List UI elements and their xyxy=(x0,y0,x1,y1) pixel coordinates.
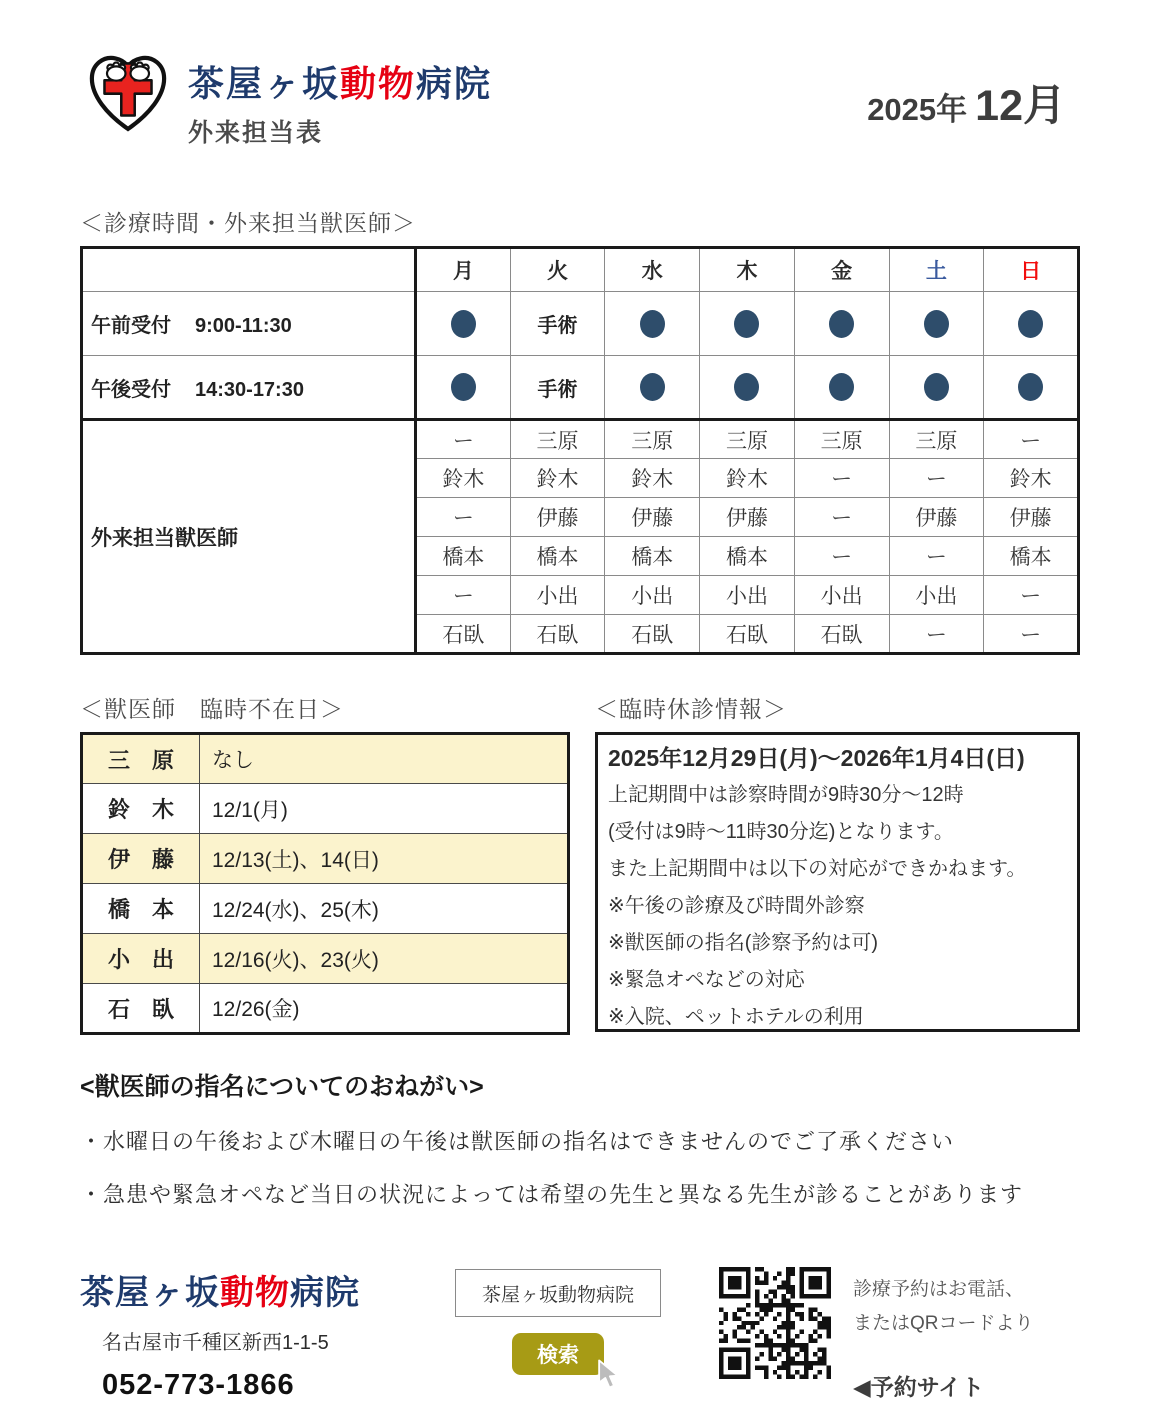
search-input-mockup: 茶屋ヶ坂動物病院 xyxy=(455,1269,661,1317)
closure-line: ※緊急オペなどの対応 xyxy=(608,969,805,991)
vet-cell: ー xyxy=(794,537,889,576)
notes-section xyxy=(80,1067,1080,1209)
vet-cell: 小出 xyxy=(889,576,984,615)
vet-cell: 橋本 xyxy=(605,537,700,576)
vet-cell: 石臥 xyxy=(605,615,700,654)
day-header-sat: 土 xyxy=(889,248,984,292)
absence-row xyxy=(82,734,569,784)
open-dot-icon xyxy=(640,373,665,401)
month-label: 12月 xyxy=(975,82,1066,130)
absence-table xyxy=(80,732,570,1035)
vet-cell: ー xyxy=(416,576,511,615)
notes-title: <獣医師の指名についてのおねがい> xyxy=(80,1073,484,1101)
vet-cell: 小出 xyxy=(794,576,889,615)
absence-dates: 12/24(水)、25(木) xyxy=(200,884,569,934)
vet-cell: 石臥 xyxy=(416,615,511,654)
qr-code xyxy=(719,1265,831,1402)
vet-cell: 石臥 xyxy=(794,615,889,654)
footer xyxy=(80,1265,1080,1402)
open-dot-icon xyxy=(734,310,759,338)
corner-cell xyxy=(82,248,416,292)
reception-row xyxy=(82,356,1079,420)
open-dot-icon xyxy=(734,373,759,401)
schedule-cell xyxy=(510,292,605,356)
absence-dates: 12/1(月) xyxy=(200,784,569,834)
schedule-cell xyxy=(416,356,511,420)
clinic-name-prefix: 茶屋ヶ坂 xyxy=(188,63,341,104)
schedule-cell xyxy=(700,292,795,356)
vet-cell: 鈴木 xyxy=(605,459,700,498)
vet-name: 伊 藤 xyxy=(82,834,200,884)
vet-cell: 小出 xyxy=(510,576,605,615)
title-block xyxy=(188,50,492,149)
clinic-title xyxy=(188,56,492,107)
schedule-table xyxy=(80,246,1080,655)
vet-cell: 小出 xyxy=(700,576,795,615)
closure-section-title: ＜臨時休診情報＞ xyxy=(595,696,787,722)
reception-row xyxy=(82,292,1079,356)
mouse-cursor-icon xyxy=(594,1359,620,1389)
vet-cell: 三原 xyxy=(700,420,795,459)
day-header-row xyxy=(82,248,1079,292)
day-header-tue: 火 xyxy=(510,248,605,292)
schedule-cell xyxy=(984,292,1079,356)
note-line: ・急患や緊急オペなど当日の状況によっては希望の先生と異なる先生が診ることがあります xyxy=(80,1182,1024,1207)
date-block xyxy=(867,72,1080,133)
closure-period: 2025年12月29日(月)～2026年1月4日(日) xyxy=(608,745,1025,771)
footer-name-animal: 動物 xyxy=(220,1274,290,1312)
vet-cell: 伊藤 xyxy=(889,498,984,537)
absence-row xyxy=(82,784,569,834)
open-dot-icon xyxy=(1018,373,1043,401)
vet-cell: ー xyxy=(416,498,511,537)
open-dot-icon xyxy=(451,373,476,401)
schedule-cell xyxy=(605,356,700,420)
absence-section-title: ＜獣医師 臨時不在日＞ xyxy=(80,696,344,722)
vet-cell: 石臥 xyxy=(510,615,605,654)
schedule-cell xyxy=(416,292,511,356)
open-dot-icon xyxy=(924,373,949,401)
day-header-sun: 日 xyxy=(984,248,1079,292)
schedule-cell xyxy=(794,292,889,356)
schedule-cell xyxy=(700,356,795,420)
closure-line: ※入院、ペットホテルの利用 xyxy=(608,1006,864,1028)
vet-cell: 伊藤 xyxy=(510,498,605,537)
open-dot-icon xyxy=(924,310,949,338)
clinic-name-suffix: 病院 xyxy=(416,63,493,104)
vet-cell: ー xyxy=(984,420,1079,459)
day-header-mon: 月 xyxy=(416,248,511,292)
vet-name: 小 出 xyxy=(82,934,200,984)
vet-cell: 鈴木 xyxy=(510,459,605,498)
note-line: ・水曜日の午後および木曜日の午後は獣医師の指名はできませんのでご了承ください xyxy=(80,1129,955,1154)
open-dot-icon xyxy=(451,310,476,338)
closure-line: また上記期間中は以下の対応ができかねます。 xyxy=(608,858,1027,880)
closure-line: ※獣医師の指名(診察予約は可) xyxy=(608,932,879,954)
qr-caption-line1: 診療予約はお電話、 xyxy=(853,1279,1025,1300)
closure-info-box xyxy=(595,732,1080,1032)
vet-cell: 鈴木 xyxy=(700,459,795,498)
absence-dates: 12/26(金) xyxy=(200,984,569,1034)
vet-cell: ー xyxy=(984,576,1079,615)
vet-cell: 鈴木 xyxy=(416,459,511,498)
vet-name: 鈴 木 xyxy=(82,784,200,834)
absence-dates: なし xyxy=(200,734,569,784)
vet-cell: 橋本 xyxy=(700,537,795,576)
vet-cell: 三原 xyxy=(510,420,605,459)
vet-cell: ー xyxy=(889,615,984,654)
absence-dates: 12/16(火)、23(火) xyxy=(200,934,569,984)
footer-phone: 052-773-1866 xyxy=(102,1369,295,1401)
reception-label: 午前受付 9:00-11:30 xyxy=(82,292,416,356)
footer-address: 名古屋市千種区新西1-1-5 xyxy=(102,1332,329,1354)
clinic-name-animal: 動物 xyxy=(340,63,417,104)
footer-name-prefix: 茶屋ヶ坂 xyxy=(80,1274,220,1312)
footer-clinic-name xyxy=(80,1265,455,1314)
schedule-cell xyxy=(605,292,700,356)
vet-cell: 橋本 xyxy=(510,537,605,576)
schedule-cell xyxy=(889,292,984,356)
header xyxy=(80,50,1080,149)
vet-cell: ー xyxy=(416,420,511,459)
vet-cell: 三原 xyxy=(605,420,700,459)
day-header-thu: 木 xyxy=(700,248,795,292)
surgery-label: 手術 xyxy=(537,315,578,337)
vet-cell: 伊藤 xyxy=(700,498,795,537)
vet-cell: 石臥 xyxy=(700,615,795,654)
vets-label: 外来担当獣医師 xyxy=(82,420,416,654)
vet-cell: ー xyxy=(984,615,1079,654)
reception-label: 午後受付 14:30-17:30 xyxy=(82,356,416,420)
clinic-logo-heart-cross-icon xyxy=(86,50,170,134)
vet-cell: ー xyxy=(794,498,889,537)
absence-row xyxy=(82,884,569,934)
absence-row xyxy=(82,984,569,1034)
footer-name-suffix: 病院 xyxy=(290,1274,360,1312)
vet-cell: 橋本 xyxy=(984,537,1079,576)
surgery-label: 手術 xyxy=(537,378,578,401)
schedule-cell xyxy=(889,356,984,420)
open-dot-icon xyxy=(829,373,854,401)
open-dot-icon xyxy=(1018,310,1043,338)
schedule-cell xyxy=(510,356,605,420)
vet-name: 三 原 xyxy=(82,734,200,784)
vet-cell: 橋本 xyxy=(416,537,511,576)
schedule-cell xyxy=(794,356,889,420)
closure-line: 上記期間中は診察時間が9時30分～12時 xyxy=(608,784,964,806)
open-dot-icon xyxy=(829,310,854,338)
search-button-mockup: 検索 xyxy=(512,1333,604,1375)
vet-name: 橋 本 xyxy=(82,884,200,934)
vet-cell: ー xyxy=(794,459,889,498)
booking-site-label: ◀予約サイト xyxy=(853,1374,985,1400)
absence-dates: 12/13(土)、14(日) xyxy=(200,834,569,884)
vet-cell: ー xyxy=(889,537,984,576)
vet-cell: 鈴木 xyxy=(984,459,1079,498)
vet-cell: 三原 xyxy=(794,420,889,459)
vet-name: 石 臥 xyxy=(82,984,200,1034)
vet-cell: 小出 xyxy=(605,576,700,615)
qr-caption-line2: またはQRコードより xyxy=(853,1313,1034,1334)
day-header-fri: 金 xyxy=(794,248,889,292)
vet-row xyxy=(82,420,1079,459)
year-label: 2025年 xyxy=(867,92,968,127)
schedule-section-title: ＜診療時間・外来担当獣医師＞ xyxy=(80,210,416,236)
closure-line: (受付は9時～11時30分迄)となります。 xyxy=(608,821,954,843)
vet-cell: 伊藤 xyxy=(605,498,700,537)
closure-line: ※午後の診療及び時間外診察 xyxy=(608,895,865,917)
vet-cell: 伊藤 xyxy=(984,498,1079,537)
absence-row xyxy=(82,934,569,984)
vet-cell: 三原 xyxy=(889,420,984,459)
day-header-wed: 水 xyxy=(605,248,700,292)
open-dot-icon xyxy=(640,310,665,338)
absence-row xyxy=(82,834,569,884)
vet-cell: ー xyxy=(889,459,984,498)
page-subtitle: 外来担当表 xyxy=(188,119,324,147)
schedule-cell xyxy=(984,356,1079,420)
